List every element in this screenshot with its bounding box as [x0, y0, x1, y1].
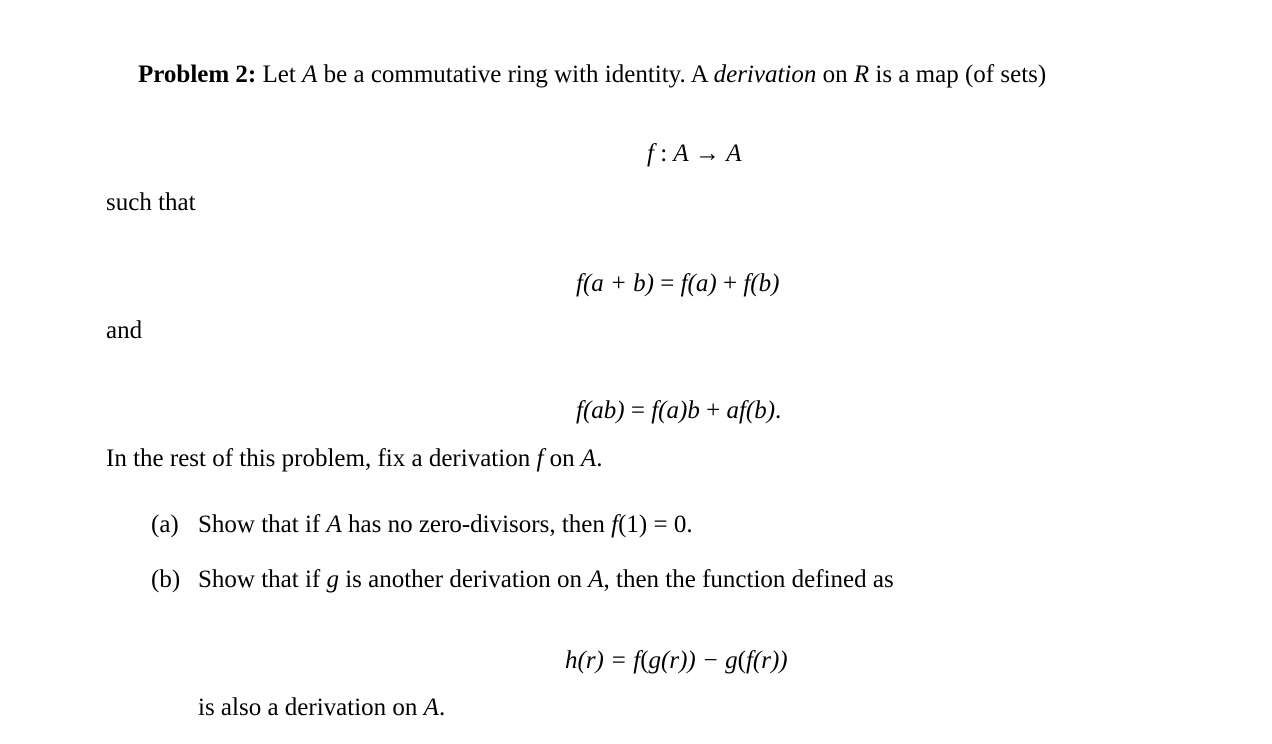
part-b — [151, 565, 894, 595]
h-inner-f-args: (r)) — [752, 647, 788, 674]
h-func: h — [565, 647, 578, 674]
part-b-text-3: , then the function defined as — [603, 566, 894, 593]
rest-text-2: on — [549, 445, 575, 472]
leib-r2-args: (b) — [745, 397, 776, 424]
additive-equation — [576, 269, 779, 299]
conclusion-var-a: A — [423, 694, 439, 721]
rest-var-a: A — [580, 445, 597, 472]
part-b-var-g: g — [326, 566, 339, 593]
h-inner-f: f — [745, 647, 753, 674]
commutator-equation — [565, 646, 788, 676]
add-eq: = — [653, 270, 681, 297]
part-a-text-2: has no zero-divisors, then — [348, 511, 605, 538]
display-map-equation — [647, 139, 741, 169]
such-that-text: such that — [106, 189, 196, 216]
h-outer-f-open: ( — [640, 647, 649, 674]
part-b-var-a: A — [588, 566, 604, 593]
part-a-expr-args: (1) = 0. — [618, 511, 693, 538]
rest-var-f: f — [536, 445, 544, 472]
leib-r2-f: af — [726, 397, 746, 424]
add-lhs-f: f — [576, 270, 583, 297]
h-outer-g: g — [725, 647, 738, 674]
leib-lhs-args: (ab) — [582, 397, 625, 424]
var-r: R — [853, 61, 870, 88]
intro-text-4: is a map (of sets) — [875, 61, 1047, 88]
derivation-term: derivation — [713, 61, 817, 88]
leib-plus: + — [699, 397, 727, 424]
add-r2-f: f — [743, 270, 751, 297]
part-b-text-2: is another derivation on — [345, 566, 582, 593]
var-a: A — [302, 61, 318, 88]
add-plus: + — [716, 270, 744, 297]
and-text: and — [106, 317, 143, 344]
h-args: (r) = — [577, 647, 634, 674]
leib-r1-args: (a)b — [658, 397, 700, 424]
part-b-text-1: Show that if — [198, 566, 321, 593]
leib-eq: = — [624, 397, 652, 424]
intro-text-3: on — [822, 61, 848, 88]
add-r1-args: (a) — [687, 270, 717, 297]
h-outer-g-open: ( — [737, 647, 746, 674]
map-domain: A — [673, 140, 689, 167]
map-codomain: A — [726, 140, 742, 167]
add-lhs-args: (a + b) — [582, 270, 654, 297]
map-colon: : — [653, 140, 674, 167]
conclusion-text-1: is also a derivation on — [198, 694, 418, 721]
problem-heading: Problem 2: — [138, 61, 257, 88]
add-r1-f: f — [680, 270, 688, 297]
leib-r1-f: f — [651, 397, 659, 424]
part-a — [151, 510, 693, 540]
h-inner-g-args: (r)) − — [661, 647, 726, 674]
part-a-text-1: Show that if — [198, 511, 321, 538]
h-inner-g: g — [648, 647, 662, 674]
part-a-var-a: A — [326, 511, 342, 538]
rest-period: . — [596, 445, 603, 472]
leib-period: . — [775, 397, 782, 424]
part-a-label: (a) — [151, 511, 179, 538]
rest-text-1: In the rest of this problem, fix a derivation — [106, 445, 531, 472]
leibniz-equation — [576, 396, 781, 426]
leib-lhs-f: f — [576, 397, 583, 424]
conclusion-text — [198, 693, 445, 723]
intro-text-2: be a commutative ring with identity. A — [323, 61, 708, 88]
part-a-expr-f: f — [611, 511, 619, 538]
conclusion-period: . — [438, 694, 446, 721]
add-r2-args: (b) — [750, 270, 780, 297]
map-f: f — [647, 140, 654, 167]
problem-statement — [138, 60, 1046, 90]
map-arrow: → — [688, 140, 727, 167]
part-b-label: (b) — [151, 566, 181, 593]
h-outer-f: f — [633, 647, 641, 674]
intro-text-1: Let — [262, 61, 296, 88]
rest-statement — [106, 444, 602, 474]
